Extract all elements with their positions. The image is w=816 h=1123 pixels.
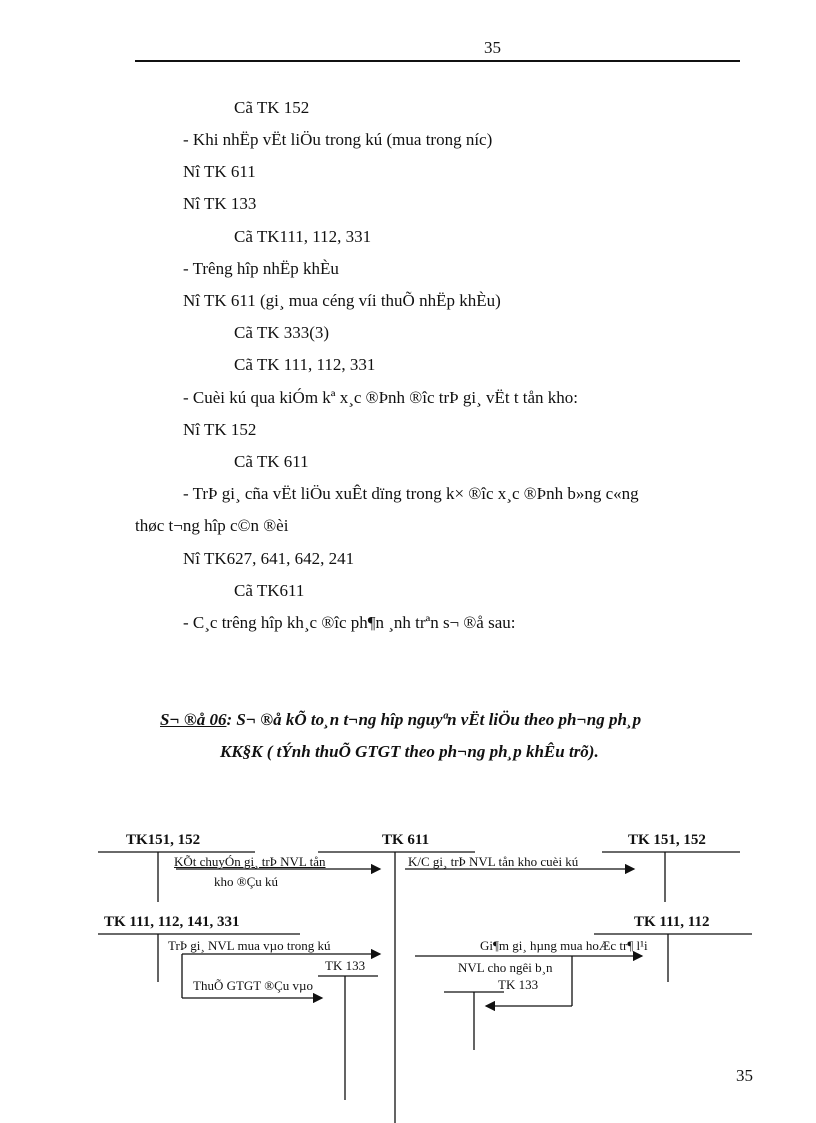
account-tk151-152-right: TK 151, 152 [628,832,706,848]
figure-title-line2: KK§K ( tÝnh thuÕ GTGT theo ph¬ng ph¸p khÊu trõ). [220,742,599,761]
label-ket-chuyen: KÕt chuyÓn gi¸ trÞ NVL tån [174,854,326,869]
body-line: Nî TK 611 (gi¸ mua céng víi thuÕ nhËp khÈu) [183,291,501,310]
body-line: Cã TK111, 112, 331 [234,227,372,246]
figure-title-line1: : S¬ ®å kÕ to¸n t¬ng hîp nguyªn vËt liÖu theo ph¬ng ph¸p [226,710,642,729]
account-tk111-group: TK 111, 112, 141, 331 [104,914,240,930]
body-line: Cã TK611 [234,581,305,600]
label-kc-cuoi: K/C gi¸ trÞ NVL tån kho cuèi kú [408,854,579,869]
accounting-diagram [0,820,816,1123]
body-line: Nî TK627, 641, 642, 241 [183,549,355,568]
label-tri-gia: TrÞ gi¸ NVL mua vµo trong kú [168,938,331,953]
body-line: Cã TK 111, 112, 331 [234,355,376,374]
figure-label: S¬ ®å 06 [160,710,227,729]
label-giam-gia: Gi¶m gi¸ hµng mua hoÆc tr¶ l¹i [480,938,648,953]
body-line: Cã TK 152 [234,98,310,117]
account-tk133-left: TK 133 [325,958,366,973]
label-ket-chuyen-2: kho ®Çu kú [214,874,279,889]
body-line: Cã TK 333(3) [234,323,330,342]
body-line: Nî TK 611 [183,162,256,181]
body-line: Cã TK 611 [234,452,309,471]
account-tk611: TK 611 [382,832,430,848]
body-line: - Khi nhËp vËt liÖu trong kú (mua trong níc) [183,130,493,149]
body-line: Nî TK 152 [183,420,257,439]
body-line: - C¸c trêng hîp kh¸c ®îc ph¶n ¸nh trªn s¬ ®å sau: [183,613,516,632]
figure-caption [160,710,641,730]
label-giam-gia-2: NVL cho ngêi b¸n [458,960,553,975]
body-line: Nî TK 133 [183,194,257,213]
body-line: thøc t¬ng hîp c©n ®èi [135,516,289,535]
header-page-number: 35 [484,38,501,57]
body-line: - TrÞ gi¸ cña vËt liÖu xuÊt dïng trong k× ®îc x¸c ®Þnh b»ng c«ng [183,484,639,503]
body-line: - Cuèi kú qua kiÓm kª x¸c ®Þnh ®îc trÞ gi¸ vËt t tån kho: [183,388,579,407]
account-tk111-112-right: TK 111, 112 [634,914,710,930]
label-thue: ThuÕ GTGT ®Çu vµo [193,978,314,993]
footer-page-number: 35 [736,1066,753,1085]
body-line: - Trêng hîp nhËp khÈu [183,259,339,278]
account-tk151-152-left: TK151, 152 [126,832,201,848]
header-rule [135,60,740,62]
account-tk133-right: TK 133 [498,977,539,992]
